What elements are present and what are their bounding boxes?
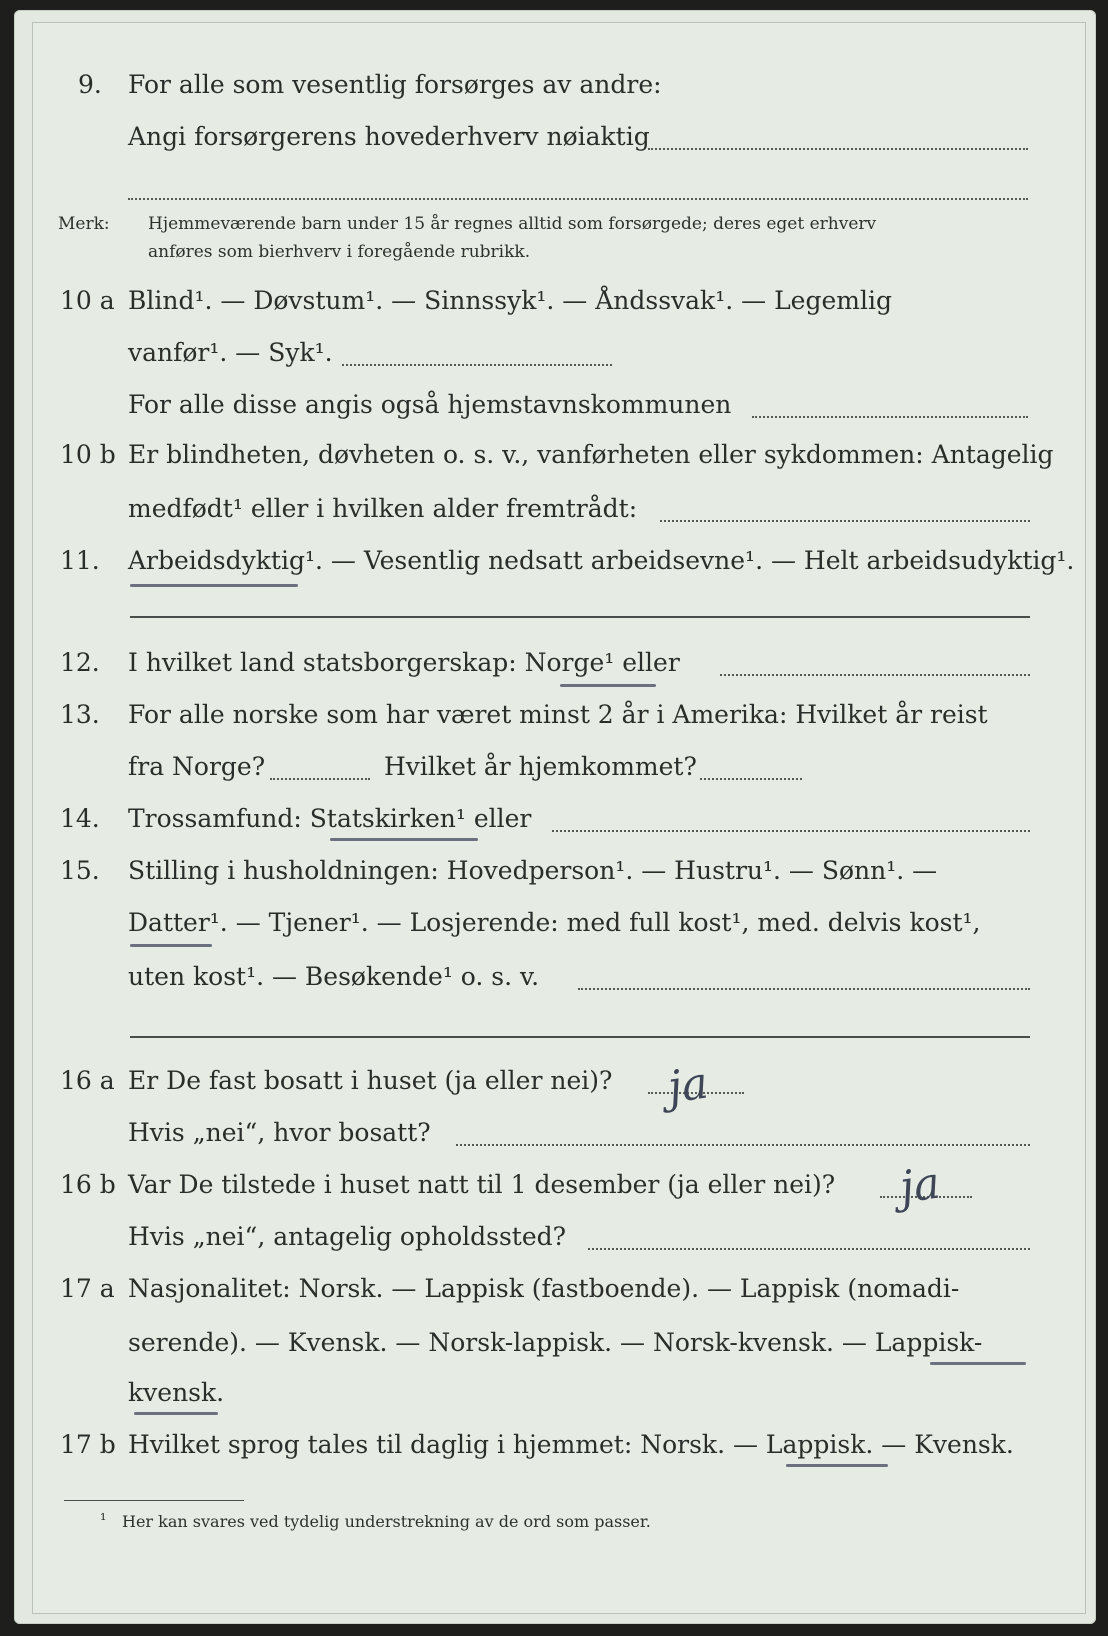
q15-text-2: Datter¹. — Tjener¹. — Losjerende: med full kost¹, med. delvis kost¹, xyxy=(128,908,981,937)
q10a-number: 10 a xyxy=(60,286,115,315)
footnote-mark: ¹ xyxy=(100,1510,107,1529)
footnote-divider xyxy=(64,1500,244,1501)
q9-text-2: Angi forsørgerens hovederhverv nøiaktig xyxy=(128,122,650,151)
q9-text-1: For alle som vesentlig forsørges av andre: xyxy=(128,70,662,99)
q13-return-line[interactable] xyxy=(700,778,802,780)
q10a-row-2 xyxy=(0,338,1108,378)
q11-divider xyxy=(130,616,1030,618)
q17a-number: 17 a xyxy=(60,1274,115,1303)
merk-text-1: Hjemmeværende barn under 15 år regnes alltid som forsørgede; deres eget erhverv xyxy=(148,214,877,234)
q16a-text-2: Hvis „nei“, hvor bosatt? xyxy=(128,1118,431,1147)
q10b-text-2: medfødt¹ eller i hvilken alder fremtrådt: xyxy=(128,494,638,523)
q12-handwritten-underline xyxy=(560,684,656,687)
q15-text-1: Stilling i husholdningen: Hovedperson¹. — Hustru¹. — Sønn¹. — xyxy=(128,856,938,885)
footnote-text: Her kan svares ved tydelig understrekning av de ord som passer. xyxy=(122,1512,651,1531)
q10b-row-2 xyxy=(0,494,1108,534)
q16a-row-1 xyxy=(0,1066,1108,1106)
q13-row-1 xyxy=(0,700,1108,740)
q9-answer-line-2[interactable] xyxy=(128,198,1028,200)
q16a-number: 16 a xyxy=(60,1066,115,1095)
q16b-row-2 xyxy=(0,1222,1108,1262)
q11-handwritten-underline xyxy=(130,584,298,587)
q10a-row-1 xyxy=(0,286,1108,326)
q13-number: 13. xyxy=(60,700,100,729)
q16b-handwritten-answer: ja xyxy=(896,1157,944,1214)
q13-departure-line[interactable] xyxy=(270,778,370,780)
q10a-text-1: Blind¹. — Døvstum¹. — Sinnssyk¹. — Åndssvak¹. — Legemlig xyxy=(128,286,892,315)
q16b-text-2: Hvis „nei“, antagelig opholdssted? xyxy=(128,1222,567,1251)
q9-row-2 xyxy=(0,122,1108,162)
q17a-row-1 xyxy=(0,1274,1108,1314)
q10a-text-2: vanfør¹. — Syk¹. xyxy=(128,338,333,367)
q10a-text-3: For alle disse angis også hjemstavnskommunen xyxy=(128,390,732,419)
q10b-text-1: Er blindheten, døvheten o. s. v., vanførheten eller sykdommen: Antagelig xyxy=(128,440,1054,469)
q10b-answer-line[interactable] xyxy=(660,520,1030,522)
q10a-row-3 xyxy=(0,390,1108,430)
q16b-location-line[interactable] xyxy=(588,1248,1030,1250)
q10a-hometown-line[interactable] xyxy=(752,416,1028,418)
q14-answer-line[interactable] xyxy=(552,830,1030,832)
q14-text: Trossamfund: Statskirken¹ eller xyxy=(128,804,532,833)
q16b-number: 16 b xyxy=(60,1170,116,1199)
q17a-text-1: Nasjonalitet: Norsk. — Lappisk (fastboende). — Lappisk (nomadi- xyxy=(128,1274,960,1303)
q13-text-1: For alle norske som har været minst 2 år i Amerika: Hvilket år reist xyxy=(128,700,988,729)
q10a-answer-line[interactable] xyxy=(342,364,612,366)
q16a-text-1: Er De fast bosatt i huset (ja eller nei)? xyxy=(128,1066,613,1095)
q12-text: I hvilket land statsborgerskap: Norge¹ eller xyxy=(128,648,680,677)
q17b-handwritten-underline xyxy=(786,1464,888,1467)
q16a-residence-line[interactable] xyxy=(456,1144,1030,1146)
q15-handwritten-underline xyxy=(130,944,212,947)
q11-text: Arbeidsdyktig¹. — Vesentlig nedsatt arbeidsevne¹. — Helt arbeidsudyktig¹. xyxy=(128,546,1075,575)
q12-row xyxy=(0,648,1108,688)
q14-number: 14. xyxy=(60,804,100,833)
q15-row-3 xyxy=(0,962,1108,1002)
q11-number: 11. xyxy=(60,546,100,575)
q9-row-1 xyxy=(0,70,1108,110)
q12-number: 12. xyxy=(60,648,100,677)
q15-row-2 xyxy=(0,908,1108,948)
q13-text-2b: Hvilket år hjemkommet? xyxy=(384,752,697,781)
q15-divider xyxy=(130,1036,1030,1038)
q14-row xyxy=(0,804,1108,844)
q14-handwritten-underline xyxy=(330,838,478,841)
q10b-number: 10 b xyxy=(60,440,116,469)
q13-text-2a: fra Norge? xyxy=(128,752,266,781)
merk-text-2: anføres som bierhverv i foregående rubrikk. xyxy=(148,242,531,262)
q15-answer-line[interactable] xyxy=(578,988,1030,990)
q15-number: 15. xyxy=(60,856,100,885)
merk-label: Merk: xyxy=(58,214,110,234)
q17b-number: 17 b xyxy=(60,1430,116,1459)
q9-number: 9. xyxy=(78,70,102,99)
q15-text-3: uten kost¹. — Besøkende¹ o. s. v. xyxy=(128,962,540,991)
q11-row xyxy=(0,546,1108,586)
q17a-text-2: serende). — Kvensk. — Norsk-lappisk. — Norsk-kvensk. — Lappisk- xyxy=(128,1328,983,1357)
q9-answer-line[interactable] xyxy=(648,148,1028,150)
q16a-handwritten-answer: ja xyxy=(664,1057,712,1114)
q10b-row-1 xyxy=(0,440,1108,480)
q17a-handwritten-underline-1 xyxy=(930,1362,1026,1365)
q17a-handwritten-underline-2 xyxy=(134,1412,218,1415)
q17b-row xyxy=(0,1430,1108,1470)
q13-row-2 xyxy=(0,752,1108,792)
q17b-text: Hvilket sprog tales til daglig i hjemmet: Norsk. — Lappisk. — Kvensk. xyxy=(128,1430,1014,1459)
q12-answer-line[interactable] xyxy=(720,674,1030,676)
q17a-text-3: kvensk. xyxy=(128,1378,225,1407)
q15-row-1 xyxy=(0,856,1108,896)
q16a-row-2 xyxy=(0,1118,1108,1158)
q16b-text-1: Var De tilstede i huset natt til 1 desember (ja eller nei)? xyxy=(128,1170,836,1199)
